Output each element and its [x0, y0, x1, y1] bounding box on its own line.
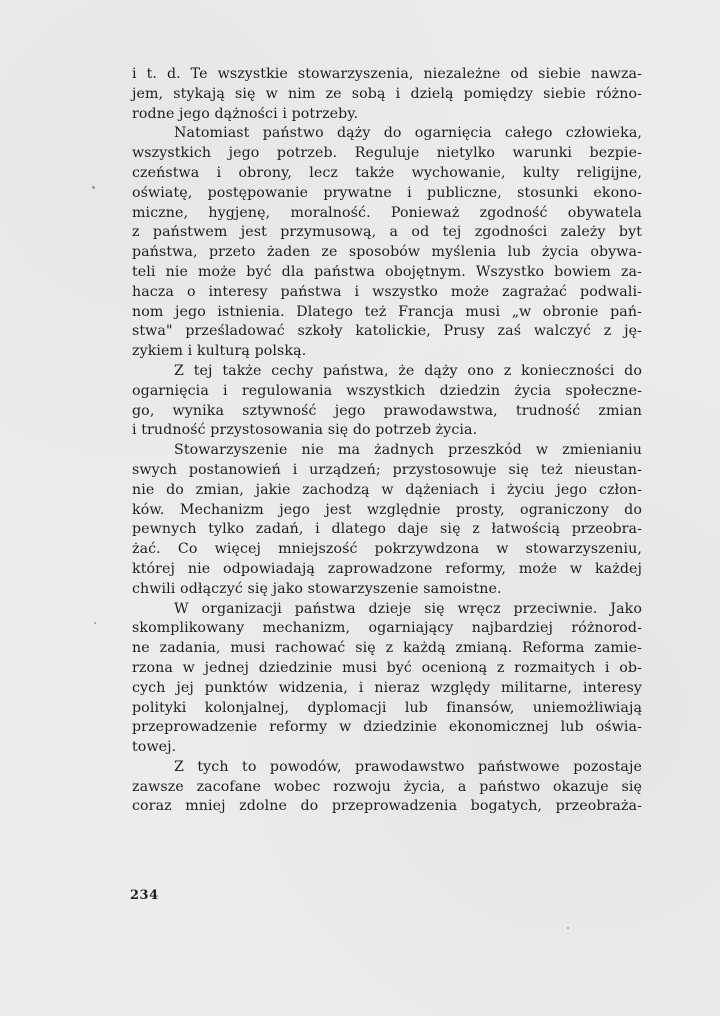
- text-line: i trudność przystosowania się do potrzeb życia.: [132, 422, 478, 439]
- paragraph-first-line: W organizacji państwa dzieje się wręcz przeciwnie. Jako: [174, 600, 642, 617]
- paragraph-first-line: Z tych to powodów, prawodawstwo państwowe pozostaje: [174, 758, 642, 775]
- text-line: rodne jego dążności i potrzeby.: [132, 105, 359, 122]
- text-line: towej.: [132, 739, 177, 756]
- text-line: zawsze zacofane wobec rozwoju życia, a państwo okazuje się: [132, 778, 642, 795]
- text-line: czeństwa i obrony, lecz także wychowanie, kulty religijne,: [132, 164, 642, 181]
- text-line: chwili odłączyć się jako stowarzyszenie samoistne.: [132, 580, 502, 597]
- text-line: coraz mniej zdolne do przeprowadzenia bogatych, przeobraża-: [132, 798, 642, 815]
- text-line: cych jej punktów widzenia, i nieraz względy militarne, interesy: [132, 679, 642, 696]
- text-line: przeprowadzenie reformy w dziedzinie ekonomicznej lub oświa-: [132, 719, 642, 736]
- text-line: i t. d. Te wszystkie stowarzyszenia, niezależne od siebie nawza-: [132, 66, 642, 82]
- text-line: miczne, hygjenę, moralność. Ponieważ zgodność obywatela: [132, 204, 642, 221]
- text-line: jem, stykają się w nim ze sobą i dzielą pomiędzy siebie różno-: [132, 85, 642, 102]
- text-line: oświatę, postępowanie prywatne i publiczne, stosunki ekono-: [132, 184, 642, 201]
- text-line: teli nie może być dla państwa obojętnym. Wszystko bowiem za-: [132, 263, 642, 280]
- paper-speck: [567, 927, 569, 929]
- text-line: pewnych tylko zadań, i dlatego daje się z łatwością przeobra-: [132, 521, 642, 538]
- text-line: żać. Co więcej mniejszość pokrzywdzona w stowarzyszeniu,: [132, 541, 642, 558]
- text-line: rzona w jednej dziedzinie musi być ocenioną z rozmaitych i ob-: [132, 659, 642, 676]
- text-line: której nie odpowiadają zaprowadzone reformy, może w każdej: [132, 560, 642, 577]
- page-body-text: [132, 65, 642, 817]
- text-line: z państwem jest przymusową, a od tej zgodności zależy byt: [132, 224, 642, 241]
- text-line: hacza o interesy państwa i wszystko może zagrażać podwali-: [132, 283, 642, 300]
- text-line: nom jego istnienia. Dlatego też Francja musi „w obronie pań-: [132, 303, 642, 320]
- page-number: 234: [130, 888, 159, 903]
- text-line: polityki kolonjalnej, dyplomacji lub finansów, uniemożliwiają: [132, 699, 642, 716]
- text-line: ków. Mechanizm jego jest względnie prosty, ograniczony do: [132, 501, 642, 518]
- paper-speck: [94, 622, 96, 624]
- paragraph-first-line: Stowarzyszenie nie ma żadnych przeszkód w zmienianiu: [174, 442, 642, 459]
- text-line: ogarnięcia i regulowania wszystkich dziedzin życia społeczne-: [132, 382, 642, 399]
- text-line: zykiem i kulturą polską.: [132, 343, 307, 360]
- text-line: swych postanowień i urządzeń; przystosowuje się też nieustan-: [132, 461, 642, 478]
- text-line: państwa, przeto żaden ze sposobów myślenia lub życia obywa-: [132, 244, 642, 261]
- text-line: wszystkich jego potrzeb. Reguluje nietylko warunki bezpie-: [132, 145, 642, 162]
- paper-speck: [92, 186, 95, 189]
- text-line: ne zadania, musi rachować się z każdą zmianą. Reforma zamie-: [132, 640, 642, 657]
- paragraph-first-line: Natomiast państwo dąży do ogarnięcia całego człowieka,: [174, 125, 642, 142]
- text-line: skomplikowany mechanizm, ogarniający najbardziej różnorod-: [132, 620, 642, 637]
- text-line: go, wynika sztywność jego prawodawstwa, trudność zmian: [132, 402, 642, 419]
- paragraph-first-line: Z tej także cechy państwa, że dąży ono z konieczności do: [174, 362, 642, 379]
- text-line: nie do zmian, jakie zachodzą w dążeniach i życiu jego człon-: [132, 481, 642, 498]
- text-line: stwa" prześladować szkoły katolickie, Prusy zaś walczyć z ję-: [132, 323, 642, 340]
